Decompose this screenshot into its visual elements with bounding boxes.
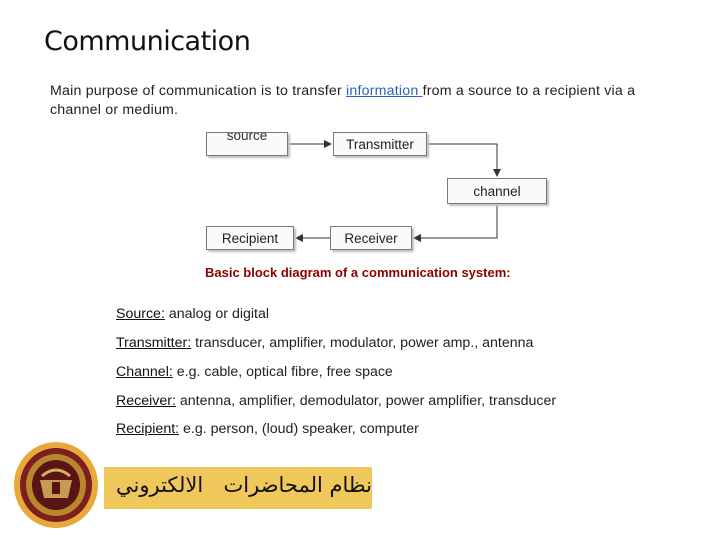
transmitter-block-label: Transmitter bbox=[346, 137, 414, 152]
definition-term: Recipient: bbox=[116, 421, 180, 437]
information-link[interactable]: information bbox=[346, 83, 423, 99]
arrow-channel-receiver bbox=[414, 205, 497, 238]
channel-block-label: channel bbox=[473, 184, 521, 199]
university-logo-icon bbox=[12, 440, 100, 530]
channel-block bbox=[447, 178, 547, 204]
definition-text: analog or digital bbox=[164, 306, 270, 322]
recipient-block-label: Recipient bbox=[221, 231, 279, 246]
definition-text: e.g. cable, optical fibre, free space bbox=[172, 364, 393, 380]
definition-text: antenna, amplifier, demodulator, power amplifier, transducer bbox=[175, 393, 557, 409]
arrow-transmitter-channel bbox=[428, 144, 497, 176]
receiver-block-label: Receiver bbox=[344, 231, 398, 246]
definition-source bbox=[116, 306, 269, 322]
definition-text: transducer, amplifier, modulator, power amp., antenna bbox=[191, 335, 534, 351]
arabic-system-text: نظام المحاضرات bbox=[223, 473, 372, 497]
definition-transmitter bbox=[116, 335, 533, 351]
definition-term: Channel: bbox=[116, 364, 173, 380]
definition-channel bbox=[116, 364, 393, 380]
slide-title: Communication bbox=[44, 26, 251, 57]
arabic-banner bbox=[104, 467, 372, 509]
arabic-electronic-text: الالكتروني bbox=[116, 473, 204, 497]
diagram-caption: Basic block diagram of a communication system: bbox=[205, 265, 511, 280]
definition-term: Source: bbox=[116, 306, 165, 322]
definition-receiver bbox=[116, 393, 556, 409]
source-block-label: source bbox=[226, 132, 268, 143]
definition-term: Transmitter: bbox=[116, 335, 192, 351]
definition-text: e.g. person, (loud) speaker, computer bbox=[179, 421, 419, 437]
recipient-block bbox=[206, 226, 294, 250]
intro-text-end: from a source to a recipient via a channel or medium. bbox=[50, 83, 636, 118]
definition-recipient bbox=[116, 421, 419, 437]
source-block bbox=[206, 132, 288, 156]
receiver-block bbox=[330, 226, 412, 250]
transmitter-block bbox=[333, 132, 427, 156]
definition-term: Receiver: bbox=[116, 393, 176, 409]
intro-text-start: Main purpose of communication is to transfer bbox=[50, 83, 347, 99]
